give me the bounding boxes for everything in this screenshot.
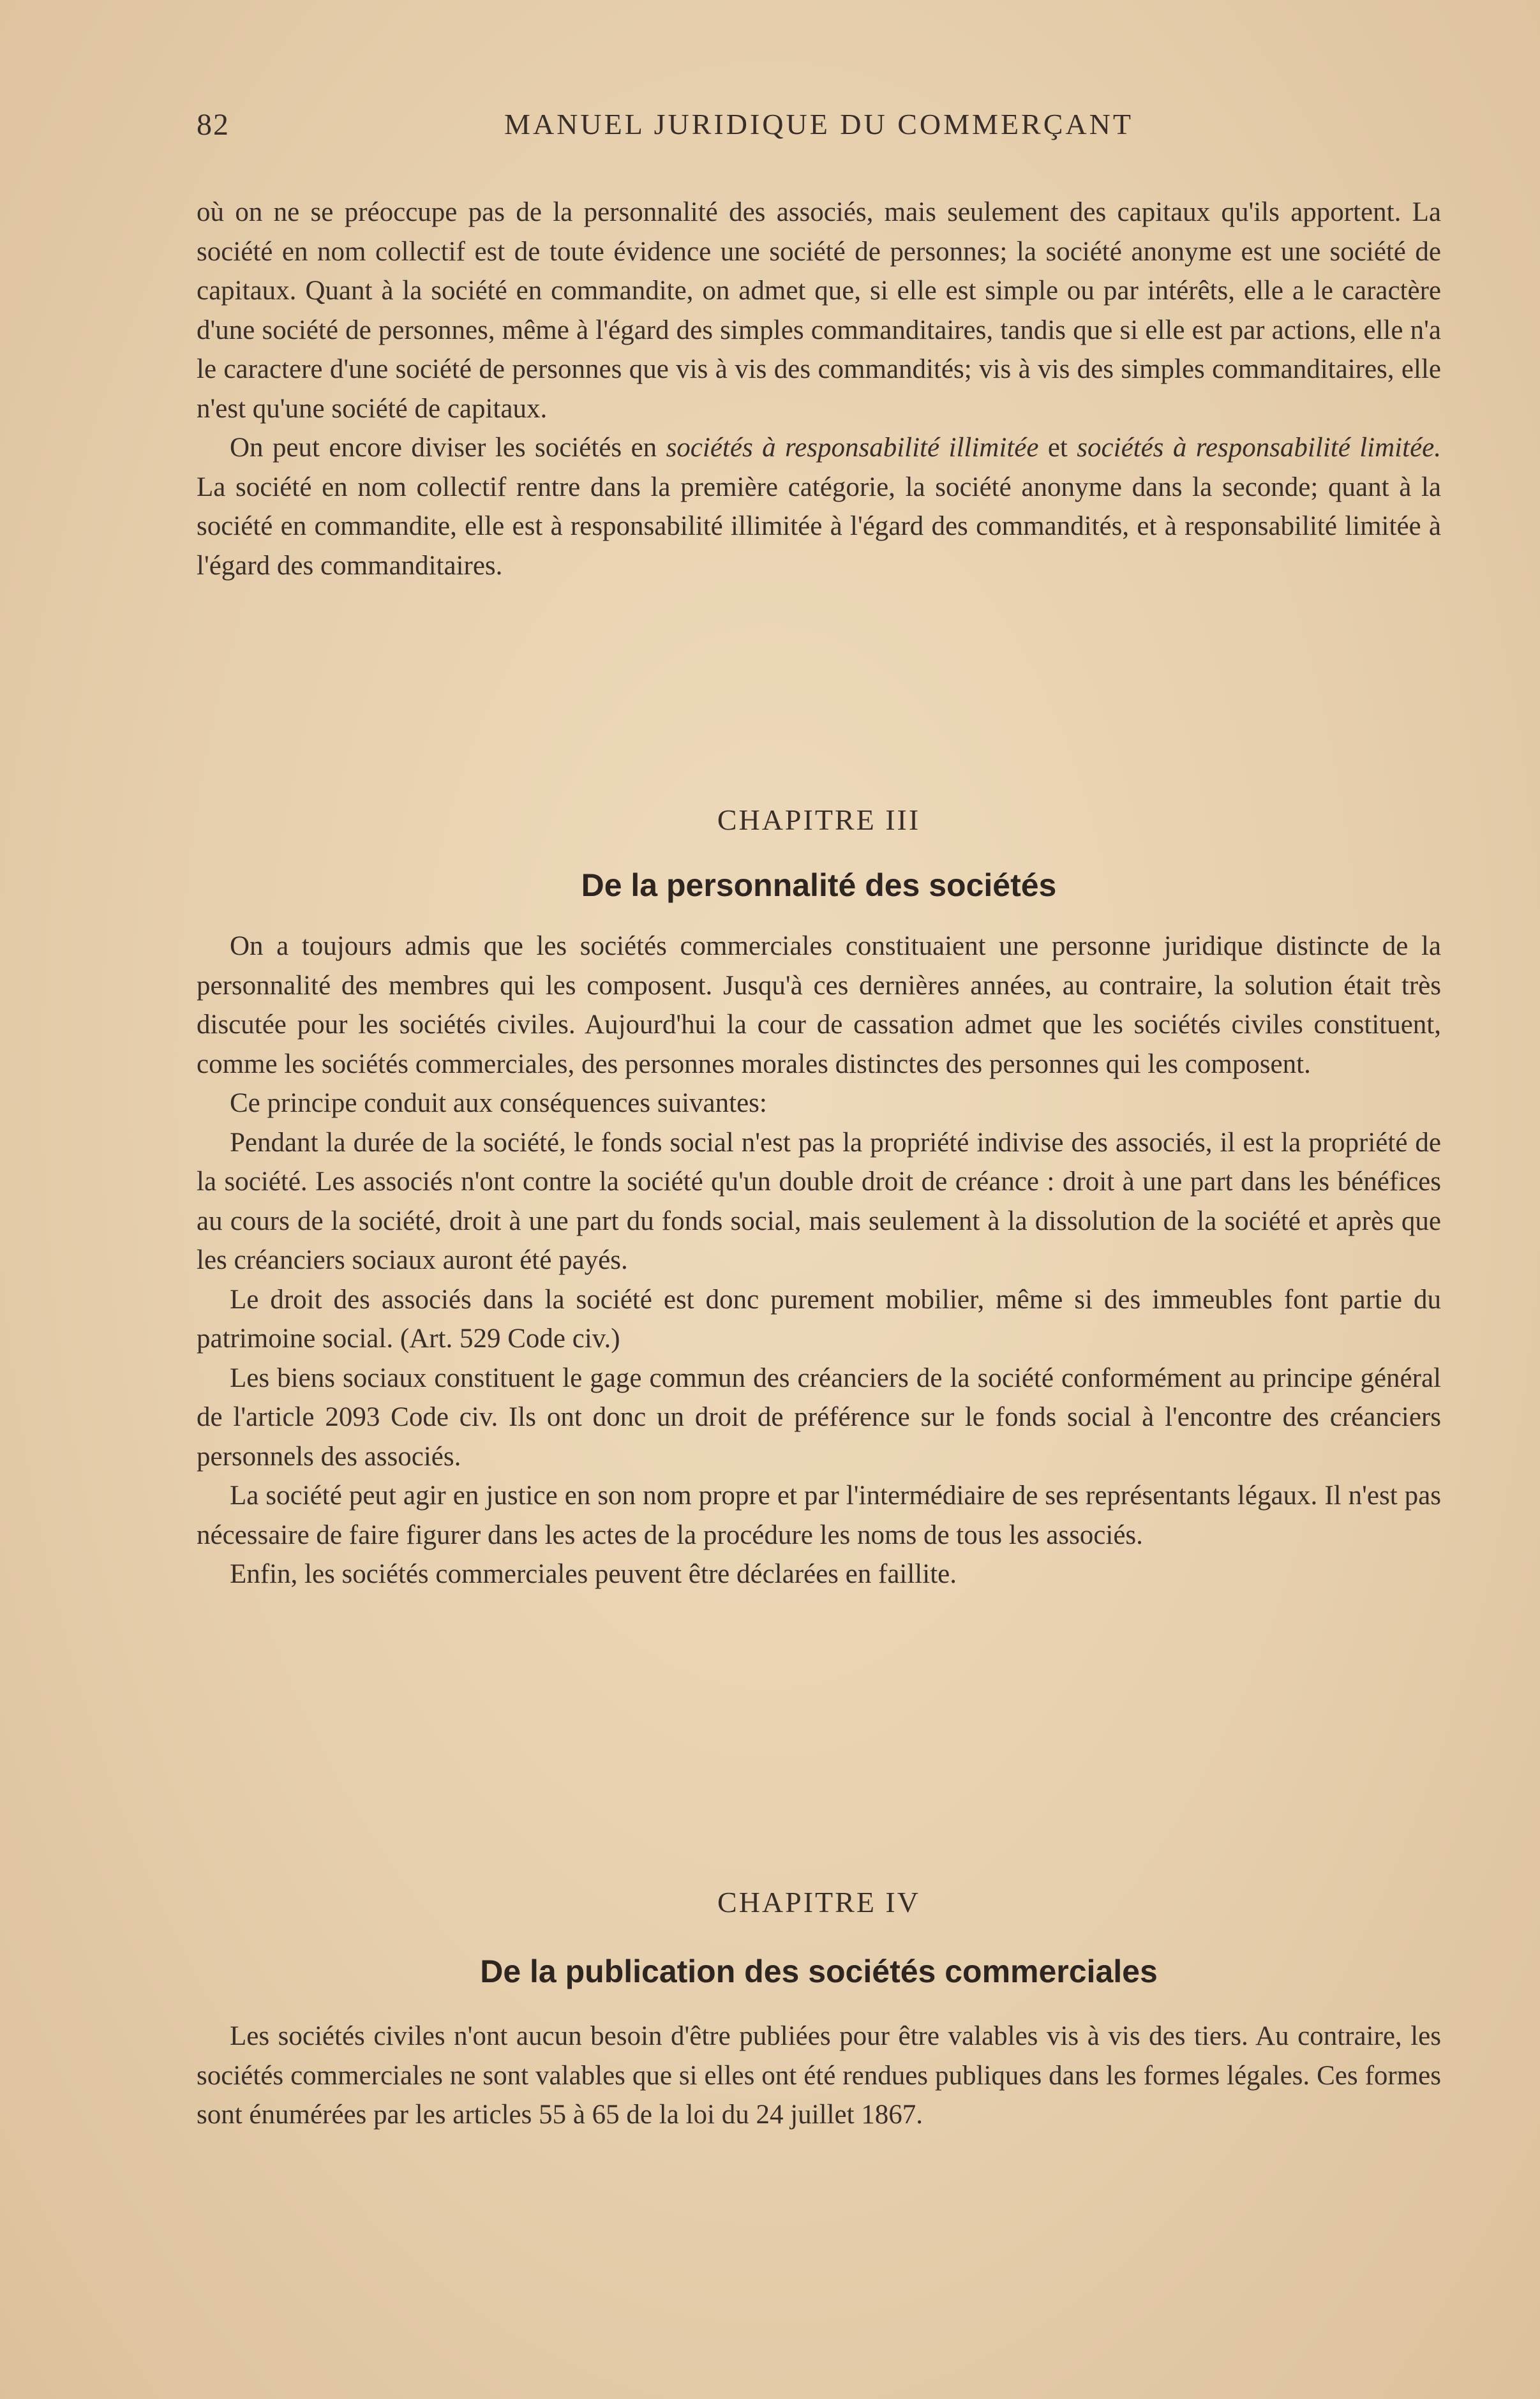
paragraph: Les biens sociaux constituent le gage commun des créanciers de la société conformément au principe général de l'article 2093 Code civ. Ils ont donc un droit de préférence sur le fonds social à l'encontre des créanciers personnels des associés. — [197, 1363, 1441, 1472]
chapter-4-text — [197, 2017, 1441, 2135]
paragraph: Les sociétés civiles n'ont aucun besoin d'être publiées pour être valables vis à vis des tiers. Au contraire, les sociétés commerciales ne sont valables que si elles ont été rendues publiques dans les formes légales. Ces formes sont énumérées par les articles 55 à 65 de la loi du 24 juillet 1867. — [197, 2021, 1441, 2130]
paragraph: Ce principe conduit aux conséquences suivantes: — [230, 1088, 767, 1118]
intro-paragraph: où on ne se préoccupe pas de la personnalité des associés, mais seulement des capitaux qu'ils apportent. La société en nom collectif est de toute évidence une société de personnes; la société anonyme est une société de capitaux. Quant à la société en commandite, on admet que, si elle est simple ou par intérêts, elle a le caractère d'une société de personnes, même à l'égard des simples commanditaires, tandis que si elle est par actions, elle n'a le caractere d'une société de personnes que vis à vis des commandités; vis à vis des simples commanditaires, elle n'est qu'une société de capitaux. — [197, 197, 1441, 424]
intro-paragraph-division — [197, 428, 1441, 585]
intro-text — [197, 193, 1441, 585]
chapter-3-title: De la personnalité des sociétés — [581, 867, 1057, 903]
paragraph: Le droit des associés dans la société est donc purement mobilier, même si des immeubles font partie du patrimoine social. (Art. 529 Code civ.) — [197, 1284, 1441, 1354]
page-number: 82 — [197, 108, 230, 142]
page-header — [197, 107, 1441, 152]
running-title: MANUEL JURIDIQUE DU COMMERÇANT — [504, 108, 1133, 140]
text-run: On peut encore diviser les sociétés en — [230, 433, 666, 463]
paragraph: On a toujours admis que les sociétés commerciales constituaient une personne juridique distincte de la personnalité des membres qui les composent. Jusqu'à ces dernières années, au contraire, la solution était très discutée pour les sociétés civiles. Aujourd'hui la cour de cassation admet que les sociétés civiles constituent, comme les sociétés commerciales, des personnes morales distinctes des personnes qui les composent. — [197, 931, 1441, 1079]
paragraph: Enfin, les sociétés commerciales peuvent être déclarées en faillite. — [230, 1559, 957, 1589]
italic-term: sociétés à responsabilité limitée. — [1077, 433, 1441, 463]
chapter-4-title: De la publication des sociétés commerciales — [480, 1954, 1158, 1989]
italic-term: sociétés à responsabilité illimitée — [666, 433, 1039, 463]
chapter-3-label: CHAPITRE III — [717, 803, 921, 836]
text-run: et — [1038, 433, 1077, 463]
paragraph: Pendant la durée de la société, le fonds social n'est pas la propriété indivise des associés, il est la propriété de la société. Les associés n'ont contre la société qu'un double droit de créance : droit à une part dans les bénéfices au cours de la société, droit à une part du fonds social, mais seulement à la dissolution de la société et après que les créanciers sociaux auront été payés. — [197, 1127, 1441, 1275]
chapter-3-text — [197, 927, 1441, 1594]
paragraph: La société peut agir en justice en son nom propre et par l'intermédiaire de ses représentants légaux. Il n'est pas nécessaire de faire figurer dans les actes de la procédure les noms de tous les associés. — [197, 1481, 1441, 1550]
chapter-4-label: CHAPITRE IV — [717, 1886, 920, 1918]
text-run: La société en nom collectif rentre dans la première catégorie, la société anonyme dans la seconde; quant à la société en commandite, elle est à responsabilité illimitée à l'égard des commandités, et à responsabilité limitée à l'égard des commanditaires. — [197, 472, 1441, 581]
